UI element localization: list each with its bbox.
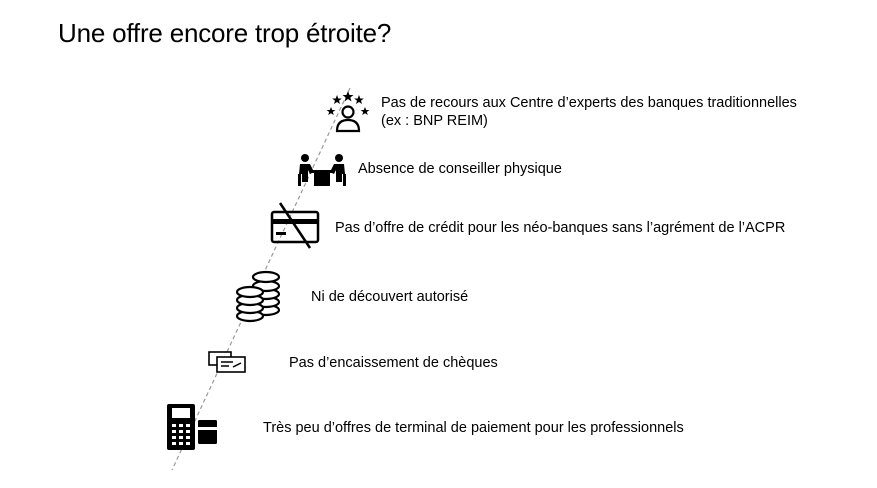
item-no-overdraft: Ni de découvert autorisé: [311, 289, 469, 305]
item-physical-advisor: Absence de conseiller physique: [358, 161, 562, 177]
meeting-icon: [296, 152, 348, 188]
item-payment-terminal: Très peu d’offres de terminal de paiement pour les professionnels: [263, 420, 684, 436]
no-credit-card-icon: [268, 200, 324, 250]
expert-stars-icon: [326, 90, 370, 134]
payment-terminal-icon: [165, 402, 219, 452]
item-expert-centres: [381, 94, 821, 130]
cheque-icon: [207, 350, 247, 374]
item-no-cheques: Pas d’encaissement de chèques: [289, 355, 498, 371]
item-label-line1: Pas de recours aux Centre d’experts des banques traditionnelles: [381, 95, 797, 111]
item-no-credit: Pas d’offre de crédit pour les néo-banques sans l’agrément de l’ACPR: [335, 220, 786, 236]
item-label-line2: (ex : BNP REIM): [381, 113, 488, 129]
coins-stack-icon: [234, 268, 284, 324]
page-title: Une offre encore trop étroite?: [58, 18, 392, 48]
